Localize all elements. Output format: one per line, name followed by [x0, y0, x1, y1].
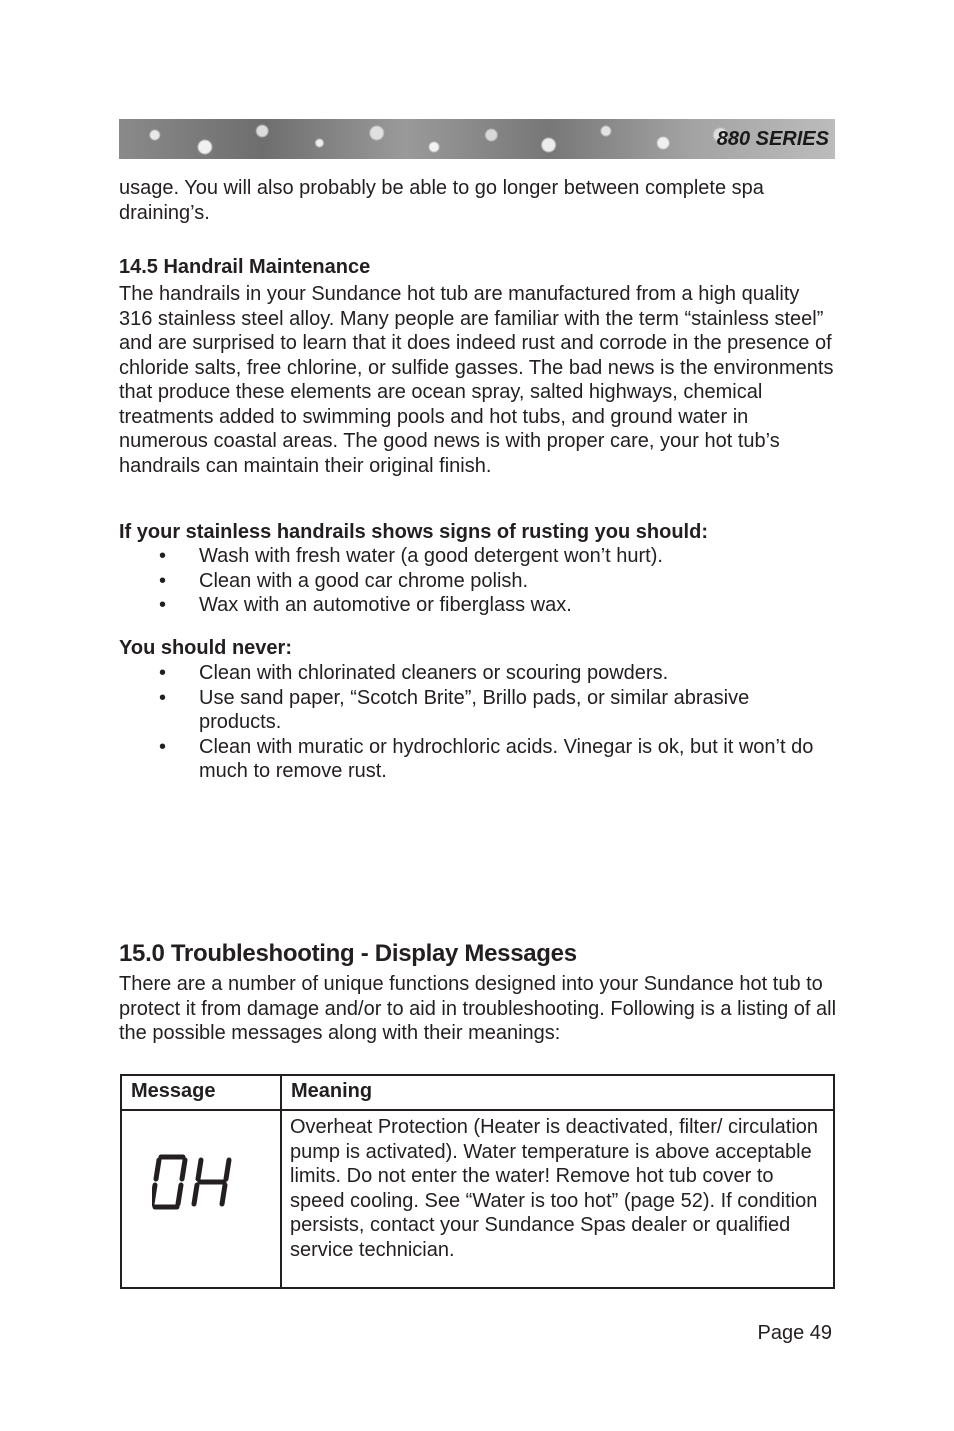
bullet-glyph: • [159, 594, 167, 616]
list-item [119, 593, 835, 618]
list-item [119, 661, 835, 686]
list-item [119, 544, 835, 569]
list-item-text: Wash with fresh water (a good detergent won’t hurt). [199, 545, 663, 567]
list-item [119, 735, 835, 784]
display-code-cell [121, 1110, 281, 1288]
troubleshooting-paragraph: There are a number of unique functions designed into your Sundance hot tub to protect it from damage and/or to aid in troubleshooting. Following is a listing of all the possible messages along with their meanings: [119, 973, 837, 1044]
list-item-text: Clean with a good car chrome polish. [199, 569, 529, 592]
bullet-glyph: • [159, 735, 167, 758]
header-banner [119, 119, 835, 159]
intro-continuation: usage. You will also probably be able to go longer between complete spa draining’s. [119, 177, 764, 224]
meaning-cell: Overheat Protection (Heater is deactivated, filter/ circulation pump is activated). Water temperature is above acceptable limits. Do not enter the water! Remove hot tub cover to speed cooling. See “Water is too hot” (page 52). If condition persists, contact your Sundance Spas dealer or qualified service technician. [281, 1110, 834, 1288]
should-list [119, 544, 835, 618]
never-heading: You should never: [119, 637, 292, 659]
list-item-text: Wax with an automotive or fiberglass wax. [199, 594, 572, 616]
list-item-text: Clean with muratic or hydrochloric acids. Vinegar is ok, but it won’t do much to remove rust. [199, 735, 814, 782]
display-code-text: OH [152, 1151, 154, 1152]
bullet-glyph: • [159, 569, 167, 592]
page-number: Page 49 [757, 1322, 832, 1344]
handrail-paragraph: The handrails in your Sundance hot tub are manufactured from a high quality 316 stainless steel alloy. Many people are familiar with the term “stainless steel” and are surprised to learn that it does indeed rust and corrode in the presence of chloride salts, free chlorine, or sulfide gasses. The bad news is the environments that produce these elements are ocean spray, salted highways, chemical treatments added to swimming pools and hot tubs, and ground water in numerous coastal areas. The good news is with proper care, your hot tub’s handrails can maintain their original finish. [119, 283, 834, 477]
list-item [119, 569, 835, 594]
seven-segment-display-oh [152, 1151, 234, 1213]
never-list [119, 661, 835, 784]
bullet-glyph: • [159, 545, 167, 567]
list-item [119, 686, 835, 735]
troubleshooting-heading: 15.0 Troubleshooting - Display Messages [119, 940, 577, 967]
table-row [121, 1110, 834, 1288]
column-header-message: Message [121, 1075, 281, 1110]
handrail-heading: 14.5 Handrail Maintenance [119, 256, 371, 278]
table-header-row [121, 1075, 834, 1110]
list-item-text: Use sand paper, “Scotch Brite”, Brillo pads, or similar abrasive products. [199, 686, 750, 733]
column-header-meaning: Meaning [281, 1075, 834, 1110]
bullet-glyph: • [159, 662, 167, 684]
display-messages-table [120, 1074, 835, 1289]
series-label: 880 SERIES [716, 128, 829, 150]
should-heading: If your stainless handrails shows signs of rusting you should: [119, 521, 708, 543]
list-item-text: Clean with chlorinated cleaners or scouring powders. [199, 662, 669, 684]
bullet-glyph: • [159, 686, 167, 709]
